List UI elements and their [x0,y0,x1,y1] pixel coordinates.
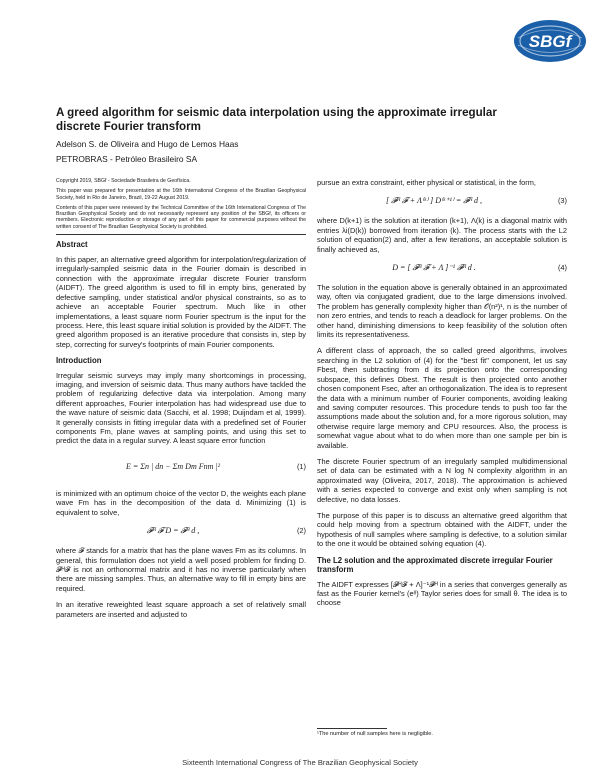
copyright-note: Copyright 2019, SBGf - Sociedade Brasileira de Geofísica. [56,178,191,184]
left-column [56,178,306,626]
right-paragraph-3: The solution in the equation above is generally obtained in an approximated way, often via conjugated gradient, due to the large dimensions involved. The problem has generally complexity higher than 𝒪(n²)¹, n is the number of non zero entries, and tends to reach a deadlock for larger problems. On the other hand, diminishing dimensions to keep feasibility of the solution often limits its representativeness. [317,283,567,340]
equation-1-number: (1) [296,461,306,471]
right-paragraph-2: where D(k+1) is the solution at iteration (k+1), Λ(k) is a diagonal matrix with entries λi(D(k)) borrowed from iteration (k). The process starts with the L2 solution of equation(2) and, after a few iterations, an acceptable solution is finally achieved as, [317,216,567,254]
equation-4 [317,261,567,277]
equation-3-number: (3) [557,196,567,206]
equation-3 [317,194,567,210]
paper-title: A greed algorithm for seismic data interpolation using the approximate irregular discrete Fourier transform [56,106,497,133]
sbgf-logo [512,18,588,64]
equation-1 [56,453,306,483]
right-paragraph-5: The discrete Fourier spectrum of an irregularly sampled multidimensional set of data can be estimated with a N log N complexity algorithm in an approximated way (Oliveira, 2017, 2018). The approximation is achieved with a series expected to converge and exist only when sampling is not defective, no data losses. [317,456,567,504]
right-paragraph-6: The purpose of this paper is to discuss an alternative greed algorithm that could help moving from a spectrum obtained with the AIDFT, under the hypothesis of null samples where sampling is defective, to a solution similar to the one it would be obtained solving equation (4). [317,510,567,549]
affiliation: PETROBRAS - Petróleo Brasileiro SA [56,154,198,164]
right-paragraph-7: The AIDFT expresses [𝓕ᴴ𝓕 + Λ]⁻¹𝓕ᴴ in a series that converges generally as fast as the Fourier kernel's (eᶿ) Taylor series does for small θ. The idea is to choose [317,579,567,608]
right-paragraph-1: pursue an extra constraint, either physical or statistical, in the form, [317,178,536,187]
equation-2-number: (2) [296,526,306,536]
right-paragraph-4: A different class of approach, the so called greed algorithms, involves searching in the L2 solution of (4) for the "best fit" component, let us say Fbest, then subtracting from d its projection onto the corresponding subspace, this defines Dbest. The result is then projected onto another chosen component Fsec, after an orthogonalization. The idea is to represent the data with a minimum number of Fourier components, avoiding leaking and saving computer resources. This procedure tends to push too far the assumptions made about the solution and, for a more rigorous solution, may otherwise require large memory and CPU resources. Also, the process is somewhat vague about what to do when more than one sample per bin is available. [317,346,567,450]
abstract-heading: Abstract [56,240,88,250]
equation-2-body: 𝓕ᴴ 𝓕 D = 𝓕ᴴ d , [146,526,200,536]
l2-section-heading: The L2 solution and the approximated discrete irregular Fourier transform [317,555,553,575]
equation-2 [56,524,306,540]
intro-paragraph-2: is minimized with an optimum choice of the vector D, the weights each plane wave Fm has in the decomposition of the data d. Minimizing (1) is equivalent to solve, [56,488,306,517]
intro-paragraph-3: where 𝓕 stands for a matrix that has the plane waves Fm as its columns. In general, this formulation does not yield a well posed problem for finding D. 𝓕ᴴ𝓕 is not an orthonormal matrix and it has no inverse particularly when there are missing samples. Thus, an alternative way to fill in empty bins are required. [56,546,306,593]
equation-1-body: E = Σn | dn − Σm Dm Fnm |² [126,461,220,471]
divider [56,234,306,235]
equation-3-body: [ 𝓕ᴴ 𝓕 + Λ⁽ᵏ⁾ ] D⁽ᵏ⁺¹⁾ = 𝓕ᴴ d , [385,196,483,206]
intro-paragraph-1: Irregular seismic surveys may imply many shortcomings in processing, imaging, and inversion of seismic data. Thus many authors have tackled the problem of regularizing defective data via interpolation. Among many different approaches, Fourier interpolation has had widespread use due to the wave nature of seismic data (Sacchi, et al. 1998; Duijndam et al, 1999). It generally consists in fitting irregular data with a predefined set of Fourier components Fm, plane waves at sampling points, and using this set to predict the data in a regular survey. A least square error function [56,370,306,446]
right-column [317,178,567,615]
intro-paragraph-4: In an iterative reweighted least square approach a set of relatively small parameters are inserted and adjusted to [56,600,306,619]
equation-4-body: D = [ 𝓕ᴴ 𝓕 + Λ ]⁻¹ 𝓕ᴴ d . [392,263,476,273]
abstract-text: In this paper, an alternative greed algorithm for interpolation/regularization of irregularly-sampled seismic data in the Fourier domain is described in connection with the approximate irregular discrete Fourier transform (AIDFT). The greed algorithm is used to fill in empty bins, generated by defective sampling, under statistical and/or physical constraints, so as to achieve an acceptable Fourier spectrum. Much like in other implementations, a least square norm Fourier spectrum is the input for the process. Here, this least square initial solution is provided by the AIDFT. The greed algorithm proposed is an iterative procedure that consists in, step by step, correcting for survey's footprints of main Fourier components. [56,255,306,349]
footnote-divider [317,728,387,729]
footnote: ¹The number of null samples here is negligible. [317,731,433,737]
introduction-heading: Introduction [56,356,102,366]
logo-text: SBGf [528,32,572,51]
presentation-note: This paper was prepared for presentation at the 16th International Congress of the Brazilian Geophysical Society, held in Rio de Janeiro, Brazil, 19-22 August 2019. [56,188,306,201]
authors: Adelson S. de Oliveira and Hugo de Lemos Haas [56,139,239,149]
page-footer: Sixteenth International Congress of The Brazilian Geophysical Society [182,758,418,767]
review-note: Contents of this paper were reviewed by the Technical Committee of the 16th International Congress of The Brazilian Geophysical Society and do not necessarily represent any position of the SBGf, its officers or members. Electronic reproduction or storage of any part of this paper for commercial purposes without the written consent of The Brazilian Geophysical Society is prohibited. [56,204,306,230]
equation-4-number: (4) [557,263,567,273]
